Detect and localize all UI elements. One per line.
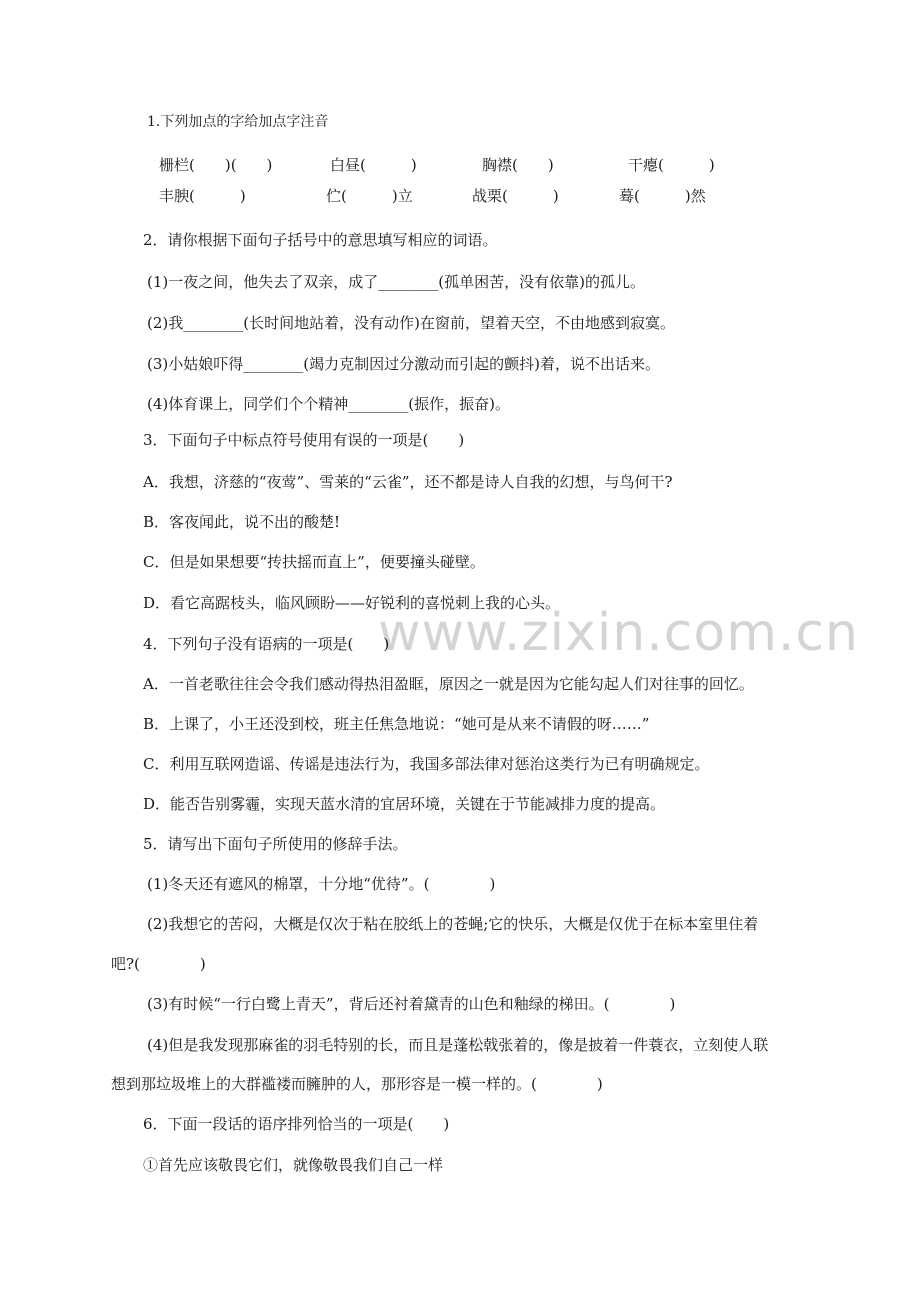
- q5-line-5: (4)但是我发现那麻雀的羽毛特别的长，而且是蓬松戟张着的，像是披着一件蓑衣，立刻使人联: [147, 1036, 769, 1054]
- q5-line-3: 吧?( ): [111, 955, 206, 973]
- q5-title: 5．请写出下面句子所使用的修辞手法。: [143, 835, 408, 853]
- q6-title: 6．下面一段话的语序排列恰当的一项是( ): [143, 1115, 450, 1133]
- q1-row1-item-3: 胸襟( ): [482, 156, 554, 174]
- q5-line-1: (1)冬天还有遮风的棉罩，十分地“优待”。( ): [147, 875, 496, 893]
- q5-line-4: (3)有时候“一行白鹭上青天”，背后还衬着黛青的山色和釉绿的梯田。( ): [147, 995, 676, 1013]
- q4-title: 4．下列句子没有语病的一项是( ): [143, 635, 390, 653]
- q6-line-1: ①首先应该敬畏它们，就像敬畏我们自己一样: [143, 1156, 444, 1174]
- q4-option-d: D．能否告别雾霾，实现天蓝水清的宜居环境，关键在于节能减排力度的提高。: [143, 795, 666, 813]
- q1-row1-item-2: 白昼( ): [330, 156, 417, 174]
- q1-row2-item-2: 伫( )立: [326, 187, 413, 205]
- q1-row1-item-1: 栅栏( )( ): [159, 156, 273, 174]
- q3-option-c: C．但是如果想要“抟扶摇而直上”，便要撞头碰壁。: [143, 553, 485, 571]
- q2-title: 2．请你根据下面句子括号中的意思填写相应的词语。: [143, 231, 498, 249]
- q3-option-b: B．客夜闻此，说不出的酸楚!: [143, 513, 341, 531]
- q2-item-2: (2)我________(长时间地站着，没有动作)在窗前，望着天空，不由地感到寂寞。: [147, 314, 675, 332]
- q3-option-a: A．我想，济慈的“夜莺”、雪莱的“云雀”，还不都是诗人自我的幻想，与鸟何干?: [143, 473, 673, 491]
- q1-row1-item-4: 干瘪( ): [628, 156, 715, 174]
- q2-item-3: (3)小姑娘吓得________(竭力克制因过分激动而引起的颤抖)着，说不出话来。: [147, 355, 660, 373]
- q1-row2-item-3: 战栗( ): [472, 187, 559, 205]
- q4-option-a: A．一首老歌往往会令我们感动得热泪盈眶，原因之一就是因为它能勾起人们对往事的回忆。: [143, 675, 754, 693]
- q3-option-d: D．看它高踞枝头，临风顾盼——好锐利的喜悦刺上我的心头。: [143, 594, 561, 612]
- q5-line-6: 想到那垃圾堆上的大群褴褛而臃肿的人，那形容是一模一样的。( ): [111, 1075, 603, 1093]
- q1-row2-item-4: 蓦( )然: [619, 187, 706, 205]
- q1-row2-item-1: 丰腴( ): [159, 187, 246, 205]
- q2-item-1: (1)一夜之间，他失去了双亲，成了________(孤单困苦，没有依靠)的孤儿。: [147, 273, 645, 291]
- q1-title: 1.下列加点的字给加点字注音: [147, 114, 329, 130]
- q4-option-b: B．上课了，小王还没到校，班主任焦急地说：“她可是从来不请假的呀……”: [143, 715, 650, 733]
- q5-line-2: (2)我想它的苦闷，大概是仅次于粘在胶纸上的苍蝇;它的快乐，大概是仅优于在标本室里住着: [147, 915, 759, 933]
- watermark: www.zixin.com.cn: [378, 603, 859, 663]
- q4-option-c: C．利用互联网造谣、传谣是违法行为，我国多部法律对惩治这类行为已有明确规定。: [143, 755, 710, 773]
- q3-title: 3．下面句子中标点符号使用有误的一项是( ): [143, 431, 465, 449]
- q2-item-4: (4)体育课上，同学们个个精神________(振作，振奋)。: [147, 395, 510, 413]
